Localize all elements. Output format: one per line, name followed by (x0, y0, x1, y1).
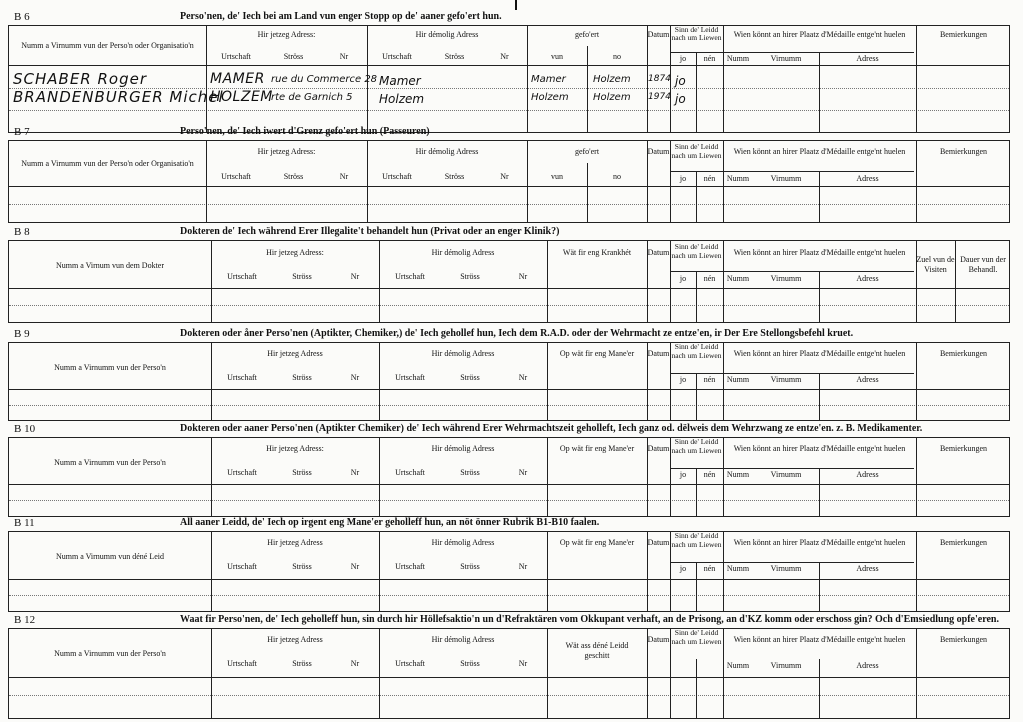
yes-label: jo (679, 564, 687, 573)
no-label: nén (703, 470, 716, 479)
urtschaft-label: Urtschaft (221, 172, 251, 181)
yes-label: jo (679, 54, 687, 63)
yes-label: jo (679, 174, 687, 183)
section-title: Dokteren oder aaner Perso'nen (Aptikter Chemiker) de' Iech während Erer Wehrmachtszeit geholleft, Iech ganz od. dëlweis dem Wehrzwang ze entze'en. z. B. Medikamenter. (180, 423, 923, 434)
adress-label: Adress (856, 661, 879, 670)
nr-label: Nr (518, 468, 528, 477)
section-table (8, 241, 1010, 323)
entry-to: Holzem (593, 92, 631, 103)
section-title: Perso'nen, de' Iech bei am Land vun enger Stopp op de' aaner gefo'ert hun. (180, 11, 502, 22)
section-header (8, 516, 1010, 532)
urtschaft-label: Urtschaft (395, 373, 425, 382)
stross-label: Ströss (283, 172, 304, 181)
stross-label: Ströss (292, 373, 312, 382)
remarks-label: Bemierkungen (939, 30, 988, 39)
nr-label: Nr (350, 659, 360, 668)
section-table (8, 343, 1010, 421)
driven-label: gefo'ert (574, 147, 600, 156)
current-address-label: Hir jetzeg Adress: (257, 30, 316, 39)
alive-label: Sinn de' Leidd nach um Liewen (671, 242, 722, 260)
entry-from: Mamer (531, 74, 566, 85)
entry-town: MAMER (210, 71, 265, 87)
nr-label: Nr (339, 172, 349, 181)
current-address-label: Hir jetzeg Adress: (266, 444, 324, 453)
former-address-label: Hir démolig Adress (431, 248, 495, 257)
numm-label: Numm (726, 274, 750, 283)
section-title: Dokteren oder åner Perso'nen (Aptikter, Chemiker,) de' Iech gehollef hun, Iech dem R.A.D. oder der Wehrmacht ze entze'en, ir Der Ere Stellongsbefehl kruet. (180, 328, 854, 339)
section-b12 (8, 613, 1010, 719)
section-title: Perso'nen, de' Iech iwert d'Grenz gefo'ert hun (Passeuren) (180, 126, 430, 137)
former-address-label: Hir démolig Adress (431, 349, 495, 358)
virnumm-label: Virnumm (770, 274, 802, 283)
section-b8 (8, 225, 1010, 323)
entry-date: 1974 (648, 92, 671, 102)
section-table (8, 629, 1010, 719)
virnumm-label: Virnumm (770, 661, 802, 670)
section-header (8, 422, 1010, 438)
alive-label: Sinn de' Leidd nach um Liewen (671, 342, 722, 360)
name-column-label: Numm a Virnumm vun der Perso'n (54, 649, 166, 658)
medal-label: Wien könnt an hirer Plaatz d'Médaille entge'nt huelen (733, 30, 906, 39)
entry-from: Holzem (531, 92, 569, 103)
entry-street: rte de Garnich 5 (271, 92, 353, 103)
stross-label: Ströss (292, 272, 312, 281)
section-b7 (8, 125, 1010, 223)
medal-label: Wien könnt an hirer Plaatz d'Médaille entge'nt huelen (733, 538, 906, 547)
alive-label: Sinn de' Leidd nach um Liewen (671, 531, 722, 549)
manner-label: Op wät fir eng Mane'er (559, 349, 635, 358)
section-id: B 8 (14, 226, 30, 238)
driven-label: gefo'ert (574, 30, 600, 39)
entry-former-town: Mamer (379, 74, 421, 88)
date-label: Datum (647, 147, 670, 156)
manner-label: Op wät fir eng Mane'er (559, 538, 635, 547)
date-label: Datum (647, 349, 670, 358)
top-tick-mark (515, 0, 517, 10)
nr-label: Nr (350, 272, 360, 281)
illness-label: Wät fir eng Krankhét (562, 248, 632, 257)
urtschaft-label: Urtschaft (395, 562, 425, 571)
alive-label: Sinn de' Leidd nach um Liewen (671, 437, 722, 455)
entry-alive-yes: jo (675, 74, 686, 88)
nr-label: Nr (339, 52, 349, 61)
alive-label: Sinn de' Leidd nach um Liewen (671, 25, 722, 42)
entry-street: rue du Commerce 28 (271, 74, 378, 85)
nr-label: Nr (500, 172, 509, 181)
stross-label: Ströss (292, 562, 312, 571)
medal-label: Wien könnt an hirer Plaatz d'Médaille entge'nt huelen (733, 248, 906, 257)
section-id: B 10 (14, 423, 36, 435)
section-header (8, 10, 1010, 26)
current-address-label: Hir jetzeg Adress: (257, 147, 316, 156)
entry-name: BRANDENBURGER Michel (13, 88, 224, 106)
numm-label: Numm (726, 661, 750, 670)
stross-label: Ströss (292, 659, 312, 668)
alive-label: Sinn de' Leidd nach um Liewen (671, 142, 722, 160)
stross-label: Ströss (283, 52, 304, 61)
medal-label: Wien könnt an hirer Plaatz d'Médaille entge'nt huelen (733, 635, 906, 644)
urtschaft-label: Urtschaft (227, 562, 257, 571)
nr-label: Nr (518, 562, 528, 571)
adress-label: Adress (856, 274, 879, 283)
entry-date: 1874 (648, 74, 671, 84)
former-address-label: Hir démolig Adress (415, 147, 479, 156)
nr-label: Nr (518, 373, 528, 382)
section-table (8, 26, 1010, 133)
no-label: nén (703, 375, 716, 384)
section-header (8, 613, 1010, 629)
stross-label: Ströss (460, 562, 480, 571)
section-b11 (8, 516, 1010, 612)
nr-label: Nr (500, 52, 509, 61)
from-label: vun (551, 172, 563, 181)
former-address-label: Hir démolig Adress (415, 30, 479, 39)
numm-label: Numm (726, 174, 750, 183)
urtschaft-label: Urtschaft (382, 52, 412, 61)
no-label: nén (703, 564, 716, 573)
urtschaft-label: Urtschaft (227, 468, 257, 477)
adress-label: Adress (856, 470, 879, 479)
what-happened-label: Wät ass déné Leidd geschitt (565, 641, 629, 660)
remarks-label: Bemierkungen (939, 444, 988, 453)
section-id: B 7 (14, 126, 30, 138)
entry-to: Holzem (593, 74, 631, 85)
remarks-label: Bemierkungen (939, 635, 988, 644)
to-label: no (613, 172, 621, 181)
adress-label: Adress (856, 54, 879, 63)
no-label: nén (703, 54, 716, 63)
nr-label: Nr (350, 468, 360, 477)
to-label: no (613, 52, 621, 61)
section-id: B 12 (14, 614, 36, 626)
nr-label: Nr (350, 373, 360, 382)
urtschaft-label: Urtschaft (221, 52, 251, 61)
section-table (8, 532, 1010, 612)
urtschaft-label: Urtschaft (227, 373, 257, 382)
date-label: Datum (647, 248, 670, 257)
former-address-label: Hir démolig Adress (431, 538, 495, 547)
numm-label: Numm (726, 54, 750, 63)
no-label: nén (703, 174, 716, 183)
remarks-label: Bemierkungen (939, 538, 988, 547)
nr-label: Nr (518, 272, 528, 281)
name-column-label: Numm a Virnumm vun der Perso'n oder Organisatio'n (21, 41, 194, 50)
numm-label: Numm (726, 564, 750, 573)
date-label: Datum (647, 30, 670, 39)
alive-label: Sinn de' Leidd nach um Liewen (671, 628, 722, 646)
former-address-label: Hir démolig Adress (431, 444, 495, 453)
current-address-label: Hir jetzeg Adress (267, 349, 323, 358)
entry-former-town: Holzem (379, 92, 425, 106)
section-title: All aaner Leidd, de' Iech op irgent eng Mane'er geholleff hun, an nöt önner Rubrik B1-B10 faalen. (180, 517, 600, 528)
virnumm-label: Virnumm (770, 564, 802, 573)
virnumm-label: Virnumm (770, 375, 802, 384)
section-table (8, 141, 1010, 223)
remarks-label: Bemierkungen (939, 349, 988, 358)
stross-label: Ströss (460, 373, 480, 382)
former-address-label: Hir démolig Adress (431, 635, 495, 644)
section-header (8, 125, 1010, 141)
stross-label: Ströss (444, 52, 465, 61)
medal-label: Wien könnt an hirer Plaatz d'Médaille entge'nt huelen (733, 444, 906, 453)
section-header (8, 327, 1010, 343)
urtschaft-label: Urtschaft (395, 272, 425, 281)
entry-name: SCHABER Roger (13, 70, 148, 88)
section-id: B 11 (14, 517, 35, 529)
stross-label: Ströss (460, 659, 480, 668)
from-label: vun (551, 52, 563, 61)
adress-label: Adress (856, 174, 879, 183)
name-column-label: Numm a Virnumm vun der Perso'n (54, 458, 166, 467)
section-title: Dokteren de' Iech während Erer Illegalite't behandelt hun (Privat oder an enger Klinik?) (180, 226, 560, 237)
stross-label: Ströss (444, 172, 465, 181)
remarks-label: Bemierkungen (939, 147, 988, 156)
manner-label: Op wät fir eng Mane'er (559, 444, 635, 453)
yes-label: jo (679, 470, 687, 479)
urtschaft-label: Urtschaft (227, 272, 257, 281)
date-label: Datum (647, 635, 670, 644)
virnumm-label: Virnumm (770, 470, 802, 479)
section-id: B 9 (14, 328, 30, 340)
virnumm-label: Virnumm (770, 54, 802, 63)
name-column-label: Numm a Virnumm vun der Perso'n oder Organisatio'n (21, 159, 194, 168)
virnumm-label: Virnumm (770, 174, 802, 183)
yes-label: jo (679, 375, 687, 384)
stross-label: Ströss (460, 272, 480, 281)
adress-label: Adress (856, 375, 879, 384)
no-label: nén (703, 274, 716, 283)
section-b9 (8, 327, 1010, 421)
section-header (8, 225, 1010, 241)
current-address-label: Hir jetzeg Adress (267, 635, 323, 644)
stross-label: Ströss (292, 468, 312, 477)
section-table (8, 438, 1010, 517)
numm-label: Numm (726, 470, 750, 479)
entry-alive-yes: jo (675, 92, 686, 106)
current-address-label: Hir jetzeg Adress: (266, 248, 324, 257)
medal-label: Wien könnt an hirer Plaatz d'Médaille entge'nt huelen (733, 349, 906, 358)
nr-label: Nr (518, 659, 528, 668)
numm-label: Numm (726, 375, 750, 384)
name-column-label: Numm a Virnum vun dem Dokter (55, 261, 165, 270)
urtschaft-label: Urtschaft (395, 659, 425, 668)
name-column-label: Numm a Virnumm vun déné Leid (55, 552, 165, 561)
urtschaft-label: Urtschaft (227, 659, 257, 668)
section-b10 (8, 422, 1010, 517)
nr-label: Nr (350, 562, 360, 571)
medal-label: Wien könnt an hirer Plaatz d'Médaille entge'nt huelen (733, 147, 906, 156)
section-title: Waat fir Perso'nen, de' Iech geholleff hun, sin durch hir Höllefsaktio'n un d'Refraktären vom Okkupant verhaft, an de Prisong, an d'KZ komm oder erschoss gin? Och d'Emsiedlung opfe'eren. (180, 614, 999, 625)
date-label: Datum (647, 444, 670, 453)
urtschaft-label: Urtschaft (395, 468, 425, 477)
stross-label: Ströss (460, 468, 480, 477)
adress-label: Adress (856, 564, 879, 573)
entry-town: HOLZEM (210, 89, 273, 105)
date-label: Datum (647, 538, 670, 547)
current-address-label: Hir jetzeg Adress (267, 538, 323, 547)
name-column-label: Numm a Virnumm vun der Perso'n (54, 363, 166, 372)
section-b6 (8, 10, 1010, 133)
yes-label: jo (679, 274, 687, 283)
visits-label: Zuel vun de Visiten (916, 255, 955, 274)
section-id: B 6 (14, 11, 30, 23)
urtschaft-label: Urtschaft (382, 172, 412, 181)
treatment-duration-label: Dauer vun der Behandl. (960, 255, 1006, 274)
